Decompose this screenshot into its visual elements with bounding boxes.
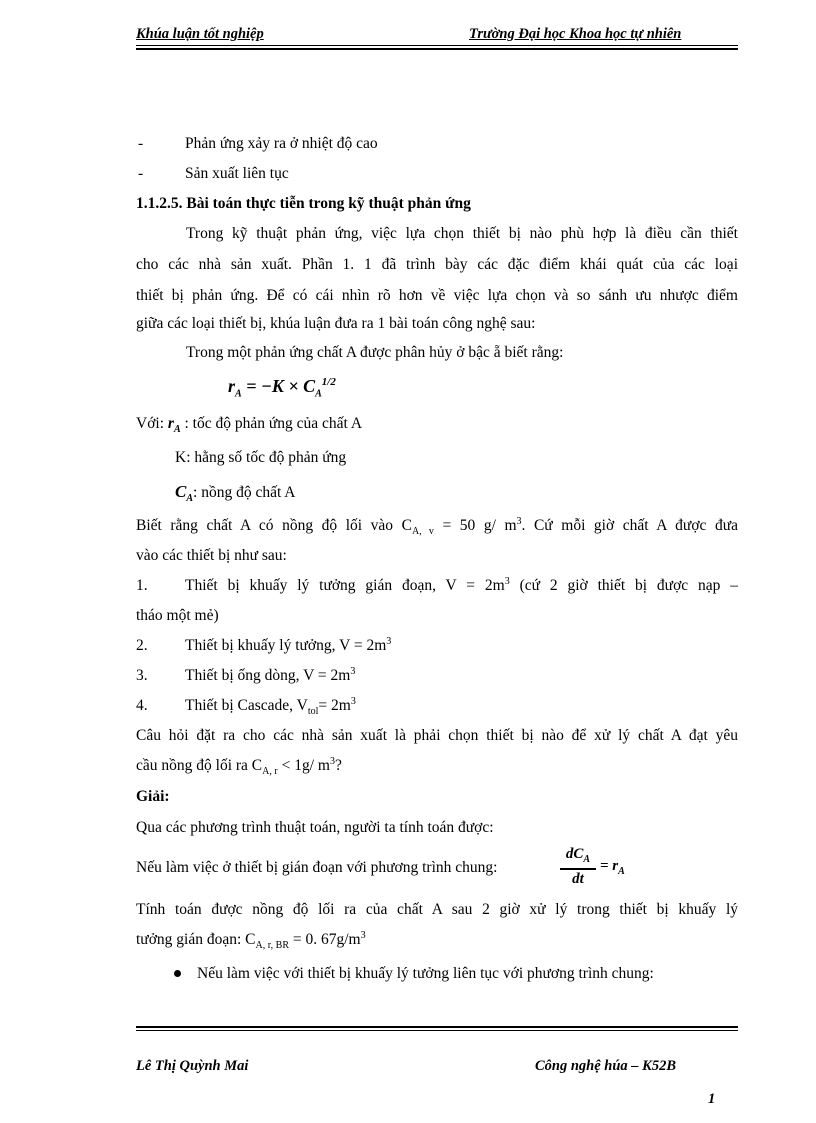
device-text: Thiết bị khuấy lý tưởng, V = 2m — [185, 637, 387, 654]
def-r-symbol: r — [167, 415, 174, 432]
paragraph-line: thiết bị phản ứng. Để có cái nhìn rõ hơn về việc lựa chọn và so sánh ưu nhược điểm — [136, 287, 738, 304]
inlet-line-2: vào các thiết bị như sau: — [136, 547, 287, 564]
footer-program: Công nghệ húa – K52B — [535, 1058, 677, 1074]
inlet-line — [136, 516, 738, 536]
definition-r — [136, 414, 362, 434]
result-sup: 3 — [360, 929, 366, 941]
batch-eq-denominator: dt — [572, 871, 584, 887]
header-rule-thin — [136, 45, 738, 46]
fraction-bar — [560, 868, 596, 870]
paragraph-line: Trong một phản ứng chất A được phân hủy ở bậc ẵ biết rằng: — [186, 344, 564, 361]
formula-r-sub: A — [235, 388, 242, 400]
batch-eq-rhs-text: = r — [600, 858, 619, 874]
section-heading: 1.1.2.5. Bài toán thực tiễn trong kỹ thuật phản ứng — [136, 195, 471, 212]
result-line: Tính toán được nồng độ lối ra của chất A sau 2 giờ xử lý trong thiết bị khuấy lý — [136, 901, 738, 918]
device-sub: tol — [307, 706, 319, 718]
result-line-2 — [136, 930, 366, 950]
paragraph-line: cho các nhà sản xuất. Phần 1. 1 đã trình bày các đặc điểm khái quát của các loại — [136, 256, 738, 273]
question-suffix: ? — [334, 757, 342, 774]
dash-marker: - — [138, 165, 144, 182]
inlet-suffix: . Cứ mỗi giờ chất A được đưa — [521, 517, 739, 534]
with-label: Với: — [136, 415, 165, 432]
def-r-sub: A — [173, 424, 181, 436]
dash-item-text: Sản xuất liên tục — [185, 165, 289, 182]
definition-c — [175, 482, 295, 503]
device-continuation: tháo một mẻ) — [136, 607, 219, 624]
footer-rule-thick — [136, 1026, 738, 1028]
formula-eq: = −K × C — [241, 376, 316, 396]
calc-intro: Qua các phương trình thuật toán, người ta tính toán được: — [136, 819, 494, 836]
dash-marker: - — [138, 135, 144, 152]
question-line-2 — [136, 756, 342, 776]
dash-item-text: Phản ứng xảy ra ở nhiệt độ cao — [185, 135, 378, 152]
device-item — [185, 636, 391, 656]
device-number: 3. — [136, 667, 148, 684]
def-c-symbol: C — [175, 482, 187, 501]
footer-author: Lê Thị Quỳnh Mai — [136, 1058, 249, 1074]
inlet-sub: A, v — [411, 526, 434, 538]
question-sup: 3 — [329, 755, 335, 767]
paragraph-line: giữa các loại thiết bị, khúa luận đưa ra 1 bài toán công nghệ sau: — [136, 315, 536, 332]
device-number: 4. — [136, 697, 148, 714]
def-c-sub: A — [186, 493, 194, 505]
bullet-line: Nếu làm việc với thiết bị khuấy lý tưởng liên tục với phương trình chung: — [197, 965, 654, 982]
device-value: = 2m — [318, 697, 351, 714]
device-item — [185, 576, 738, 596]
batch-eq-numerator — [560, 846, 596, 863]
device-item — [185, 666, 355, 686]
batch-eq-rhs-sub: A — [618, 866, 625, 877]
batch-eq-num-text: dC — [565, 846, 584, 862]
question-value: < 1g/ m — [277, 757, 330, 774]
page-number: 1 — [708, 1091, 716, 1107]
device-number: 2. — [136, 637, 148, 654]
device-sup: 3 — [386, 635, 392, 647]
bullet-icon — [174, 970, 181, 977]
result-prefix: tưởng gián đoạn: C — [136, 931, 256, 948]
device-text: Thiết bị khuấy lý tưởng gián đoạn, V = 2m — [185, 577, 505, 594]
formula-c-sub: A — [315, 388, 322, 400]
question-prefix: cầu nồng độ lối ra C — [136, 757, 263, 774]
device-text: Thiết bị Cascade, V — [185, 697, 308, 714]
device-sup: 3 — [350, 695, 356, 707]
formula-exp: 1/2 — [321, 376, 336, 388]
question-line: Câu hỏi đặt ra cho các nhà sản xuất là phải chọn thiết bị nào để xử lý chất A đạt yêu — [136, 727, 738, 744]
paragraph-line: Trong kỹ thuật phản ứng, việc lựa chọn thiết bị nào phù hợp là điều cần thiết — [186, 225, 738, 242]
formula-r: r — [228, 376, 236, 396]
solution-heading: Giải: — [136, 788, 170, 805]
device-sup: 3 — [350, 665, 356, 677]
rate-formula — [228, 376, 336, 400]
device-text: Thiết bị ống dòng, V = 2m — [185, 667, 351, 684]
header-right: Trường Đại học Khoa học tự nhiên — [469, 26, 682, 42]
inlet-sup: 3 — [516, 515, 522, 527]
header-rule-thick — [136, 48, 738, 50]
result-value: = 0. 67g/m — [289, 931, 361, 948]
question-sub: A, r — [262, 766, 278, 778]
def-c-text: : nồng độ chất A — [193, 484, 296, 501]
device-sup: 3 — [504, 575, 510, 587]
result-sub: A, r, BR — [255, 940, 289, 952]
definition-k: K: hằng số tốc độ phản ứng — [175, 449, 347, 466]
batch-eq-num-sub: A — [583, 854, 591, 865]
header-left: Khúa luận tốt nghiệp — [136, 26, 264, 42]
batch-line: Nếu làm việc ở thiết bị gián đoạn với phương trình chung: — [136, 859, 498, 876]
inlet-prefix: Biết rằng chất A có nồng độ lối vào C — [136, 517, 412, 534]
device-item — [185, 696, 356, 716]
footer-rule-thin — [136, 1030, 738, 1031]
device-tail: (cứ 2 giờ thiết bị được nạp – — [509, 577, 738, 594]
inlet-value: = 50 g/ m — [433, 517, 517, 534]
batch-eq-rhs — [600, 858, 625, 875]
def-r-text: : tốc độ phản ứng của chất A — [184, 415, 363, 432]
device-number: 1. — [136, 577, 148, 594]
